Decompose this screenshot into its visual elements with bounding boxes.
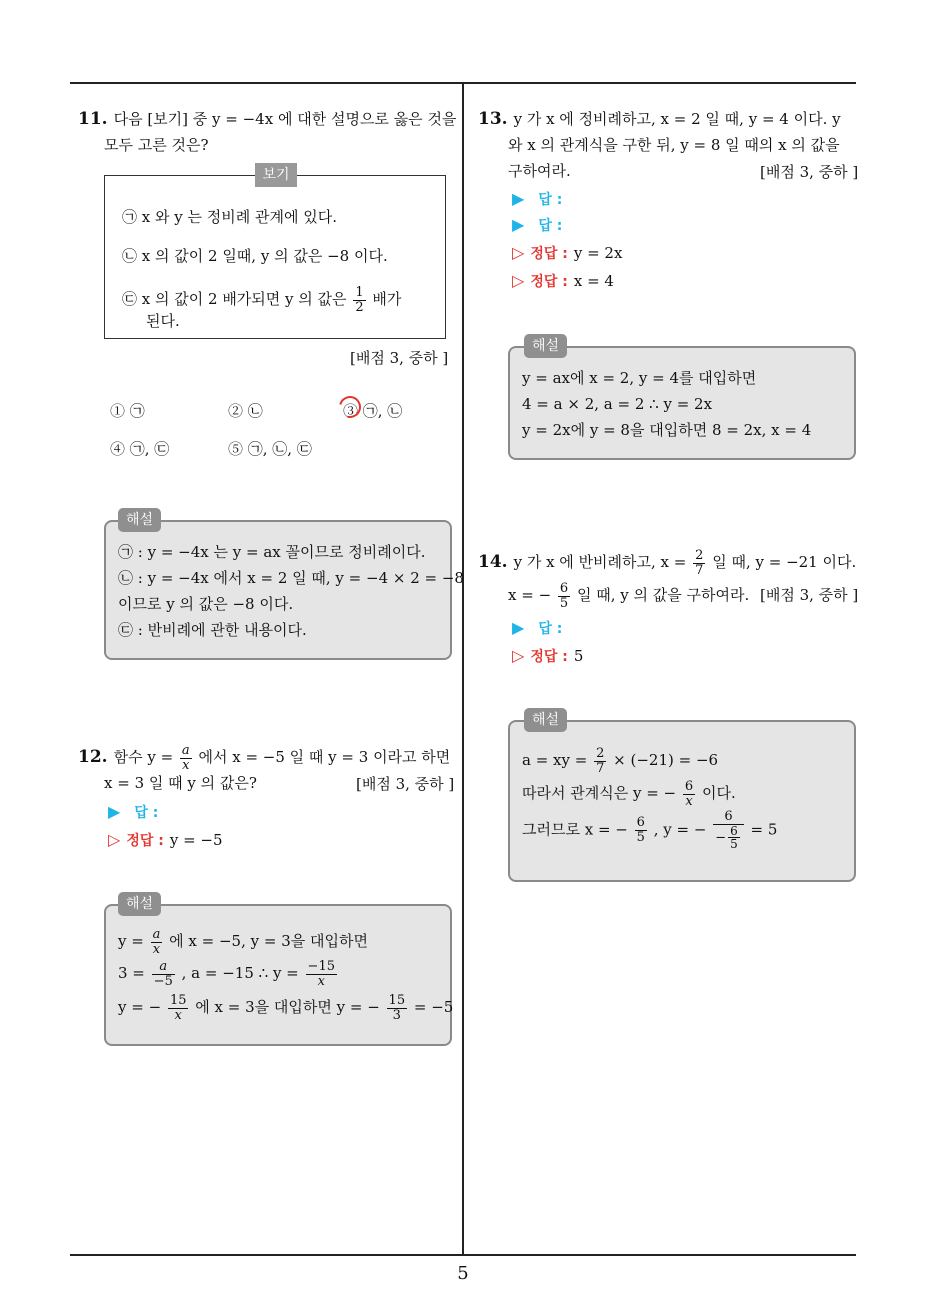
q13-correct-row: ▷ 정답 : y = 2x [512, 243, 623, 262]
q13-correct-row: ▷ 정답 : x = 4 [512, 271, 614, 290]
half-fraction: $\frac{1}{2}$ [355, 284, 364, 315]
bogi-item-2: ㉡ x 의 값이 2 일때, y 의 값은 −8 이다. [122, 247, 388, 265]
q11-choice-1[interactable]: ① ㉠ [110, 402, 145, 420]
q11-stem-line2: 모두 고른 것은? [104, 136, 209, 154]
outline-play-icon: ▷ [108, 830, 121, 849]
q13-answer-row: ▶ 답 : [512, 189, 563, 208]
q14-solution-line: a = xy = $\frac{2}{7}$ × (−21) = −6 [522, 745, 719, 776]
q13-solution-line: 4 = a × 2, a = 2 ∴ y = 2x [522, 395, 713, 413]
page-number: 5 [457, 1263, 469, 1284]
q11-solution-line: ㉢ : 반비례에 관한 내용이다. [118, 621, 307, 639]
q13-stem-line2: 와 x 의 관계식을 구한 뒤, y = 8 일 때의 x 의 값을 [508, 136, 840, 154]
q14-solution-line: 그러므로 x = − $\frac{6}{5}$ , y = − 6 − $\frac{6}{5}$ = 5 [522, 809, 778, 852]
bogi-item-3: ㉢ x 의 값이 2 배가되면 y 의 값은 $\frac{1}{2}$ 배가 [122, 284, 402, 315]
q11-choice-4[interactable]: ④ ㉠, ㉢ [110, 440, 170, 458]
q14-score: [배점 3, 중하 ] [760, 586, 859, 604]
q12-solution-label: 해설 [118, 892, 161, 916]
q14-number: 14. [478, 552, 508, 572]
outline-play-icon: ▷ [512, 271, 525, 290]
q11-solution-label: 해설 [118, 508, 161, 532]
q14-stem-line1: 14. y 가 x 에 반비례하고, x = $\frac{2}{7}$ 일 때, y = −21 이다. [478, 547, 857, 578]
q12-correct-row: ▷ 정답 : y = −5 [108, 830, 223, 849]
q12-solution-line: y = − $\frac{15}{x}$ 에 x = 3을 대입하면 y = − $\frac{15}{3}$ = −5 [118, 992, 454, 1023]
q12-fraction: $\frac{a}{x}$ [181, 742, 190, 773]
q11-choice-3[interactable]: ③ ㉠, ㉡ [343, 402, 403, 420]
bogi-item-1: ㉠ x 와 y 는 정비례 관계에 있다. [122, 208, 337, 226]
q11-solution-line: ㉡ : y = −4x 에서 x = 2 일 때, y = −4 × 2 = −8 [118, 569, 464, 587]
q12-number: 12. [78, 747, 108, 767]
q12-solution-line: 3 = $\frac{a}{-5}$ , a = −15 ∴ y = $\frac{-15}{x}$ [118, 958, 335, 989]
q11-choice-5[interactable]: ⑤ ㉠, ㉡, ㉢ [228, 440, 312, 458]
q11-solution-line: ㉠ : y = −4x 는 y = ax 꼴이므로 정비례이다. [118, 543, 426, 561]
bogi-label: 보기 [255, 163, 297, 187]
q11-number: 11. [78, 109, 108, 129]
q12-stem-line1: 12. 함수 y = $\frac{a}{x}$ 에서 x = −5 일 때 y = 3 이라고 하면 [78, 742, 451, 773]
q12-score: [배점 3, 중하 ] [356, 775, 455, 793]
q13-solution-line: y = 2x에 y = 8을 대입하면 8 = 2x, x = 4 [522, 421, 812, 439]
q13-answer-row: ▶ 답 : [512, 215, 563, 234]
q11-choice-2[interactable]: ② ㉡ [228, 402, 263, 420]
q12-stem-line2: x = 3 일 때 y 의 값은? [104, 774, 257, 792]
q14-correct-row: ▷ 정답 : 5 [512, 646, 584, 665]
q14-solution-line: 따라서 관계식은 y = − $\frac{6}{x}$ 이다. [522, 778, 736, 809]
bottom-rule [70, 1254, 856, 1256]
q14-fraction: $\frac{2}{7}$ [695, 547, 704, 578]
column-divider [462, 82, 464, 1254]
q13-stem-line3: 구하여라. [508, 162, 571, 180]
q13-solution-line: y = ax에 x = 2, y = 4를 대입하면 [522, 369, 757, 387]
play-icon: ▶ [512, 618, 525, 637]
outline-play-icon: ▷ [512, 646, 525, 665]
q13-stem-line1: 13. y 가 x 에 정비례하고, x = 2 일 때, y = 4 이다. y [478, 109, 841, 129]
q11-stem-line1: 11. 다음 [보기] 중 y = −4x 에 대한 설명으로 옳은 것을 [78, 109, 457, 129]
play-icon: ▶ [108, 802, 121, 821]
play-icon: ▶ [512, 215, 525, 234]
q12-answer-row: ▶ 답 : [108, 802, 159, 821]
q12-solution-line: y = $\frac{a}{x}$ 에 x = −5, y = 3을 대입하면 [118, 926, 368, 957]
q14-solution-label: 해설 [524, 708, 567, 732]
q11-score: [배점 3, 중하 ] [350, 349, 449, 367]
q13-solution-label: 해설 [524, 334, 567, 358]
q14-answer-row: ▶ 답 : [512, 618, 563, 637]
play-icon: ▶ [512, 189, 525, 208]
q13-score: [배점 3, 중하 ] [760, 163, 859, 181]
bogi-item-3-cont: 된다. [146, 312, 180, 330]
q13-number: 13. [478, 109, 508, 129]
outline-play-icon: ▷ [512, 243, 525, 262]
q11-solution-line: 이므로 y 의 값은 −8 이다. [118, 595, 294, 613]
q14-stem-line2: x = − $\frac{6}{5}$ 일 때, y 의 값을 구하여라. [508, 580, 750, 611]
